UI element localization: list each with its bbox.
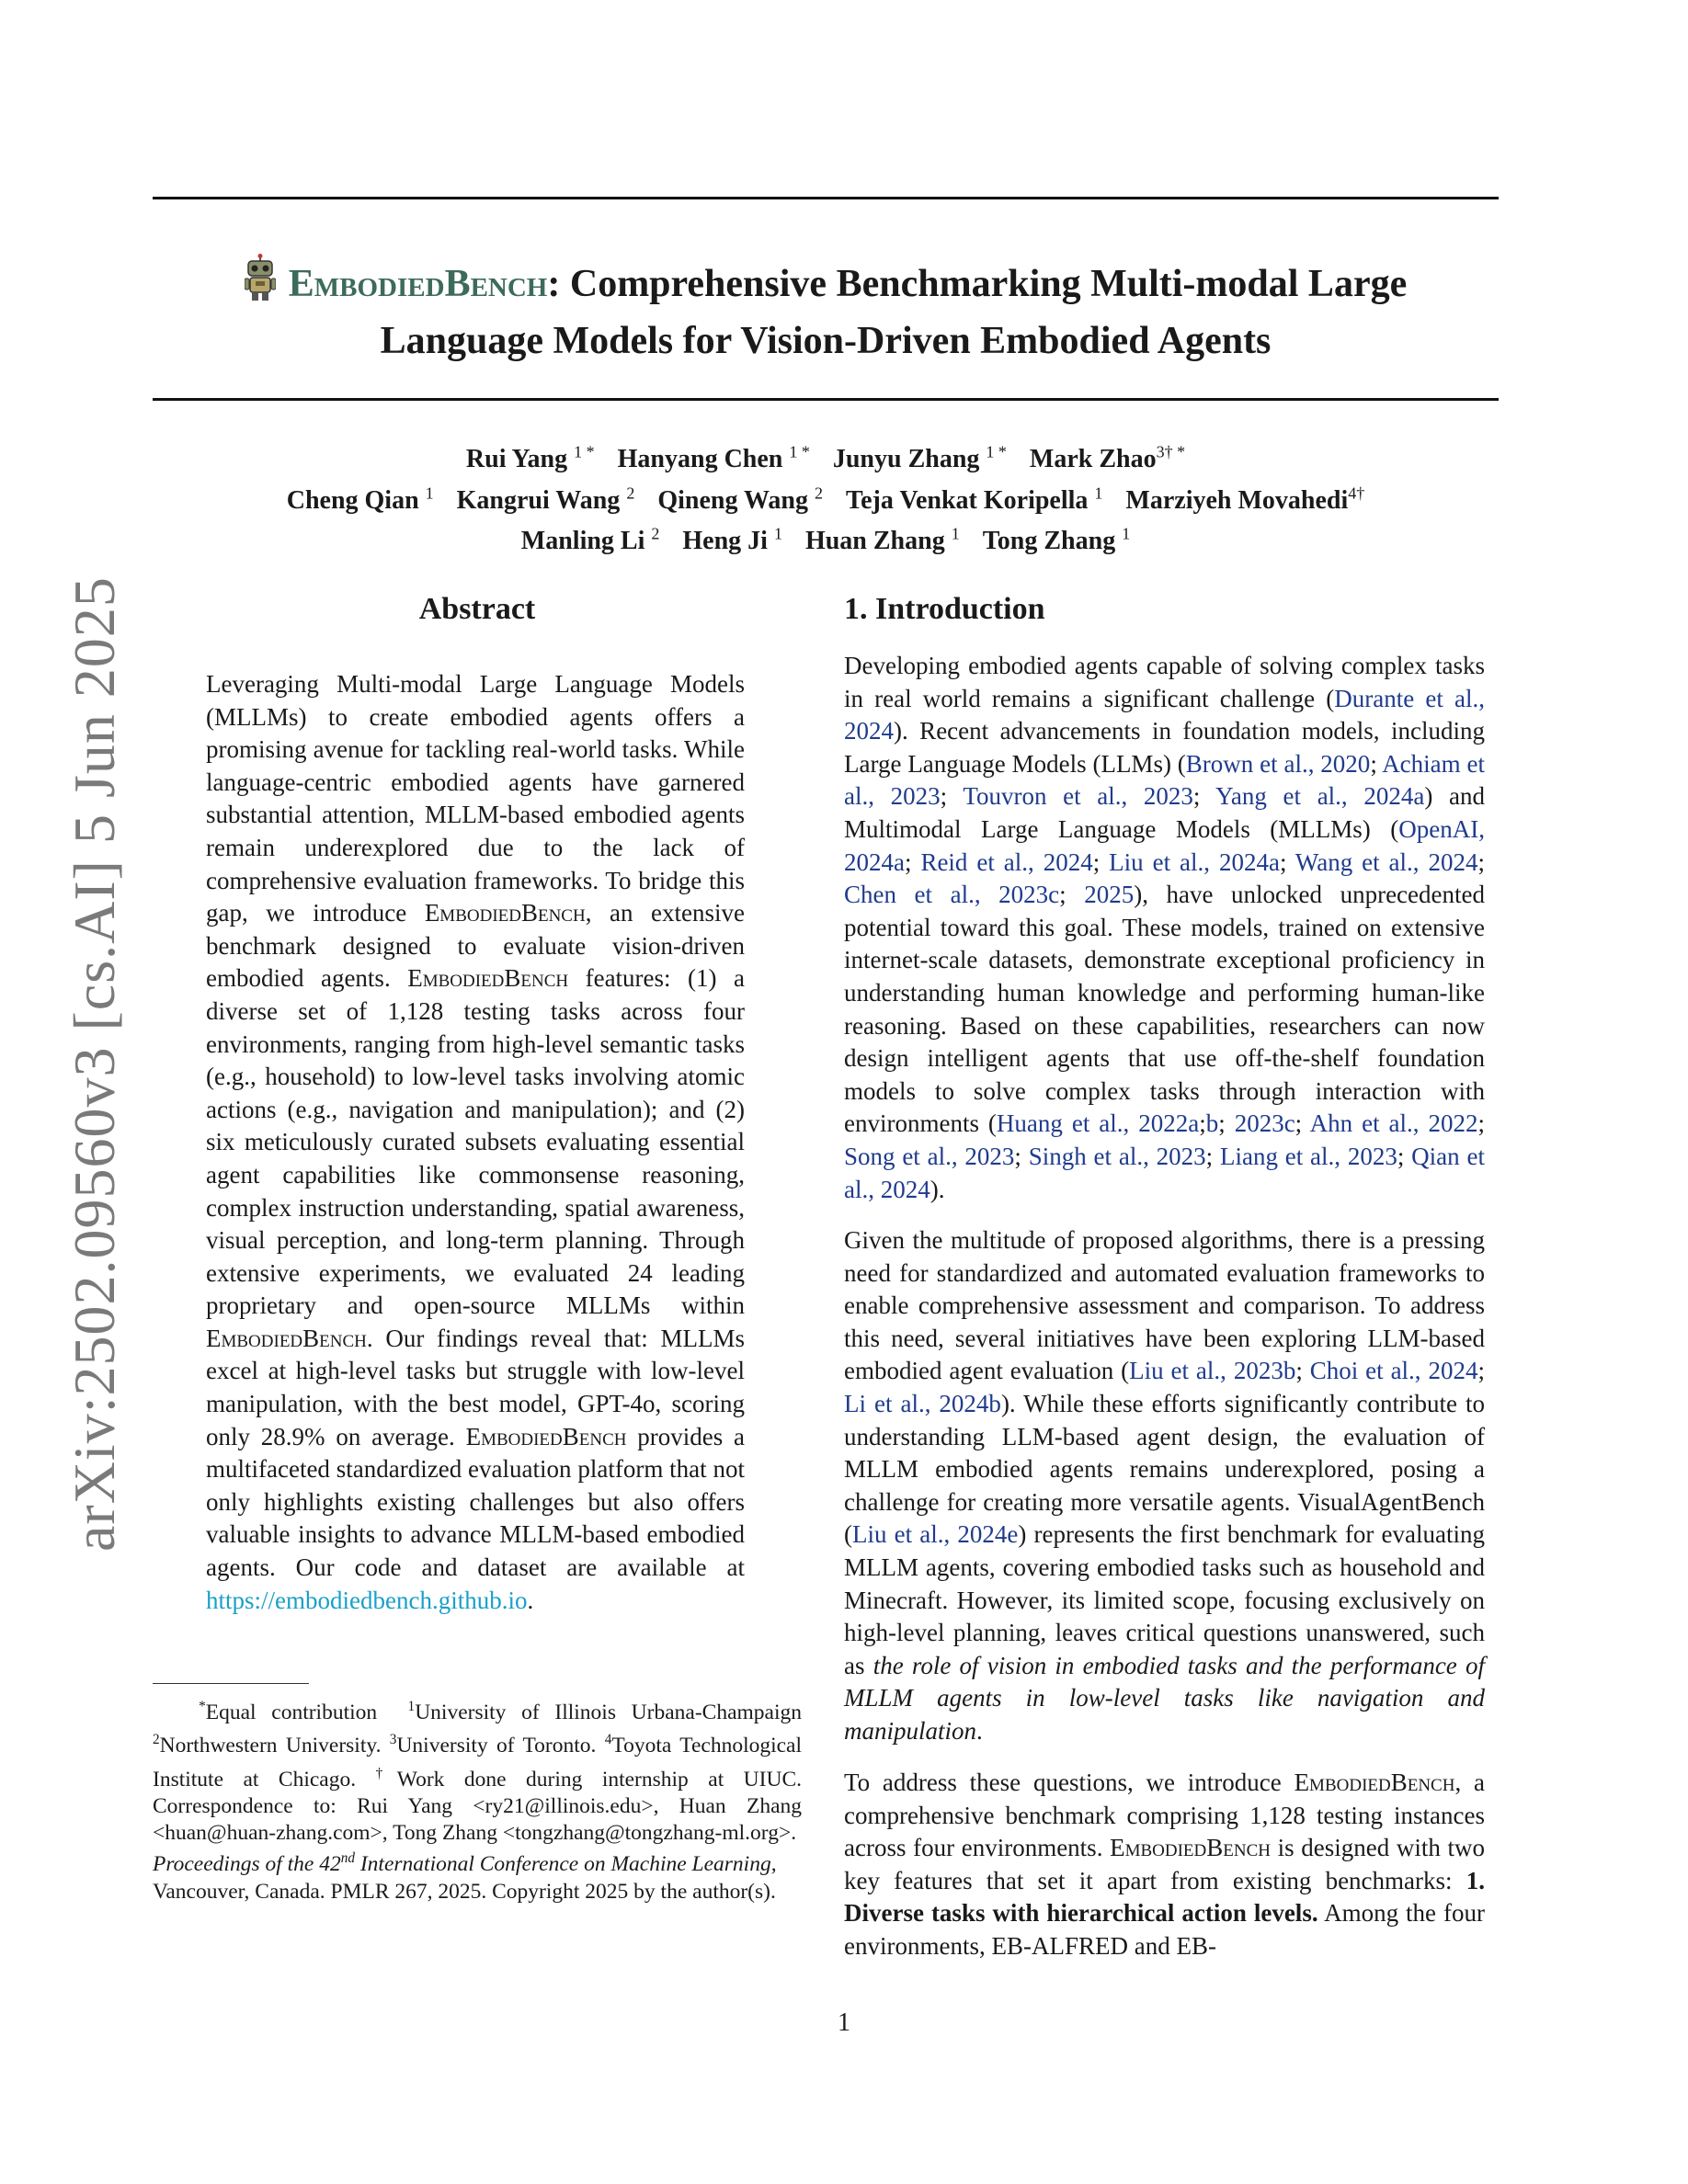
proceedings-note: Proceedings of the 42nd International Conference on Machine Learning, Vancouver, Canada. PMLR 267, 2025. Copyright 2025 by the author(s). [153, 1850, 777, 1904]
author-line-2 [153, 476, 1499, 517]
citation-link[interactable]: Liu et al., 2024a [1109, 847, 1280, 876]
benchmark-name: EmbodiedBench [407, 964, 569, 993]
abstract-heading: Abstract [418, 592, 536, 626]
citation-link[interactable]: Durante et al., 2024 [844, 684, 1485, 745]
citation-link[interactable]: Chen et al., 2023c [844, 881, 1060, 909]
citation-link[interactable]: Reid et al., 2024 [920, 847, 1093, 876]
author: Qineng Wang $^2$ [657, 483, 823, 515]
author-line-3 [153, 518, 1499, 558]
citation-link[interactable]: Qian et al., 2024 [844, 1142, 1485, 1203]
citation-link[interactable]: Wang et al., 2024 [1295, 847, 1478, 876]
citation-link[interactable]: Choi et al., 2024 [1309, 1357, 1478, 1385]
paper-title [153, 254, 1499, 367]
citation-link[interactable]: Huang et al., 2022a [996, 1109, 1200, 1138]
author: Hanyang Chen $^{1 *}$ [617, 443, 810, 474]
citation-link[interactable]: Touvron et al., 2023 [963, 782, 1193, 811]
citation-link[interactable]: Ahn et al., 2022 [1309, 1109, 1478, 1138]
citation-link[interactable]: Achiam et al., 2023 [844, 749, 1485, 811]
author: Heng Ji $^1$ [682, 524, 782, 555]
citation-link[interactable]: 2025 [1084, 881, 1135, 909]
author: Tong Zhang $^1$ [982, 524, 1131, 555]
author: Cheng Qian $^1$ [286, 483, 434, 515]
title-bottom-rule [153, 398, 1499, 401]
benchmark-name: EmbodiedBench [206, 1324, 367, 1352]
author: Manling Li $^2$ [520, 524, 660, 555]
author: Teja Venkat Koripella $^1$ [845, 483, 1103, 515]
citation-link[interactable]: Liu et al., 2023b [1129, 1357, 1296, 1385]
title-top-rule [153, 197, 1499, 199]
page-number: 1 [838, 2008, 850, 2037]
intro-paragraph-3: To address these questions, we introduce EmbodiedBench, a comprehensive benchmark comprising 1,128 testing instances across four environments. EmbodiedBench is designed with two key features that set it apart from existing benchmarks: 1. Diverse tasks with hierarchical action levels. Among the four environments, EB-ALFRED and EB- [844, 1769, 1485, 1960]
author-line-1 [153, 436, 1499, 476]
author: Marziyeh Movahedi$^{4\dagger}$ [1125, 483, 1365, 515]
abstract-body: Leveraging Multi-modal Large Language Models (MLLMs) to create embodied agents offers a promising avenue for tackling real-world tasks. While language-centric embodied agents have garnered substantial attention, MLLM-based embodied agents remain underexplored due to the lack of comprehensive evaluation frameworks. To bridge this gap, we introduce EmbodiedBench, an extensive benchmark designed to evaluate vision-driven embodied agents. EmbodiedBench features: (1) a diverse set of 1,128 testing tasks across four environments, ranging from high-level semantic tasks (e.g., household) to low-level tasks involving atomic actions (e.g., navigation and manipulation); and (2) six meticulously curated subsets evaluating essential agent capabilities like commonsense reasoning, complex instruction understanding, spatial awareness, visual perception, and long-term planning. Through extensive experiments, we evaluated 24 leading proprietary and open-source MLLMs within EmbodiedBench. Our findings reveal that: MLLMs excel at high-level tasks but struggle with low-level manipulation, with the best model, GPT-4o, scoring only 28.9% on average. EmbodiedBench provides a multifaceted standardized evaluation platform that not only highlights existing challenges but also offers valuable insights to advance MLLM-based embodied agents. Our code and dataset are available at https://embodiedbench.github.io. [206, 670, 746, 1614]
citation-link[interactable]: Song et al., 2023 [844, 1142, 1015, 1170]
introduction-heading: 1. Introduction [844, 592, 1045, 626]
author: Mark Zhao$^{3\dagger *}$ [1029, 443, 1186, 474]
footnote-rule [153, 1683, 309, 1684]
intro-paragraph-1: Developing embodied agents capable of solving complex tasks in real world remains a significant challenge (Durante et al., 2024). Recent advancements in foundation models, including Large Language Models (LLMs) (Brown et al., 2020; Achiam et al., 2023; Touvron et al., 2023; Yang et al., 2024a) and Multimodal Large Language Models (MLLMs) (OpenAI, 2024a; Reid et al., 2024; Liu et al., 2024a; Wang et al., 2024; Chen et al., 2023c; 2025), have unlocked unprecedented potential toward this goal. These models, trained on extensive internet-scale datasets, demonstrate exceptional proficiency in understanding human knowledge and performing human-like reasoning. Based on these capabilities, researchers can now design intelligent agents that use off-the-shelf foundation models to solve complex tasks through interaction with environments (Huang et al., 2022a;b; 2023c; Ahn et al., 2022; Song et al., 2023; Singh et al., 2023; Liang et al., 2023; Qian et al., 2024). [844, 652, 1485, 1203]
title-line-1: : Comprehensive Benchmarking Multi-modal Large [547, 263, 1408, 305]
citation-link[interactable]: Liu et al., 2024e [852, 1520, 1019, 1549]
citation-link[interactable]: Li et al., 2024b [844, 1389, 1001, 1417]
citation-link[interactable]: 2023c [1234, 1109, 1295, 1138]
intro-paragraph-2: Given the multitude of proposed algorithms, there is a pressing need for standardized and automated evaluation frameworks to enable comprehensive assessment and comparison. To address this need, several initiatives have been exploring LLM-based embodied agent evaluation (Liu et al., 2023b; Choi et al., 2024; Li et al., 2024b). While these efforts significantly contribute to understanding LLM-based agent design, the evaluation of MLLM embodied agents remains underexplored, posing a challenge for creating more versatile agents. VisualAgentBench (Liu et al., 2024e) represents the first benchmark for evaluating MLLM agents, covering embodied tasks such as household and Minecraft. However, its limited scope, focusing exclusively on high-level planning, leaves critical questions unanswered, such as the role of vision in embodied tasks and the performance of MLLM agents in low-level tasks like navigation and manipulation. [844, 1226, 1486, 1745]
author: Kangrui Wang $^2$ [456, 483, 635, 515]
citation-link[interactable]: Liang et al., 2023 [1219, 1142, 1397, 1170]
citation-link[interactable]: b [1205, 1109, 1219, 1138]
benchmark-name: EmbodiedBench [1294, 1769, 1455, 1796]
benchmark-name: EmbodiedBench [424, 899, 586, 927]
benchmark-name: EmbodiedBench [465, 1422, 627, 1450]
citation-link[interactable]: Yang et al., 2024a [1215, 782, 1425, 811]
robot-logo-icon [245, 254, 276, 315]
title-benchmark-name: EmbodiedBench [288, 263, 548, 305]
footnotes: *Equal contribution $^1$University of Illinois Urbana-Champaign $^2$Northwestern University. $^3$University of Toronto. $^4$Toyota Technological Institute at Chicago. †Work done during internship at UIUC. Correspondence to: Rui Yang <ry21@illinois.edu>, Huan Zhang <huan@huan-zhang.com>, Tong Zhang <tongzhang@tongzhang-ml.org>. [153, 1699, 803, 1846]
author: Rui Yang $^{1 *}$ [465, 443, 595, 474]
citation-link[interactable]: OpenAI, 2024a [844, 814, 1485, 876]
author-list [153, 436, 1499, 558]
author: Junyu Zhang $^{1 *}$ [832, 443, 1007, 474]
arxiv-identifier: arXiv:2502.09560v3 [cs.AI] 5 Jun 2025 [62, 576, 127, 1552]
title-line-2: Language Models for Vision-Driven Embodied Agents [380, 320, 1272, 362]
citation-link[interactable]: Singh et al., 2023 [1028, 1142, 1206, 1170]
project-url-link[interactable]: https://embodiedbench.github.io [206, 1586, 528, 1614]
citation-link[interactable]: Brown et al., 2020 [1185, 749, 1371, 778]
benchmark-name: EmbodiedBench [1110, 1834, 1271, 1862]
author: Huan Zhang $^1$ [804, 524, 960, 555]
